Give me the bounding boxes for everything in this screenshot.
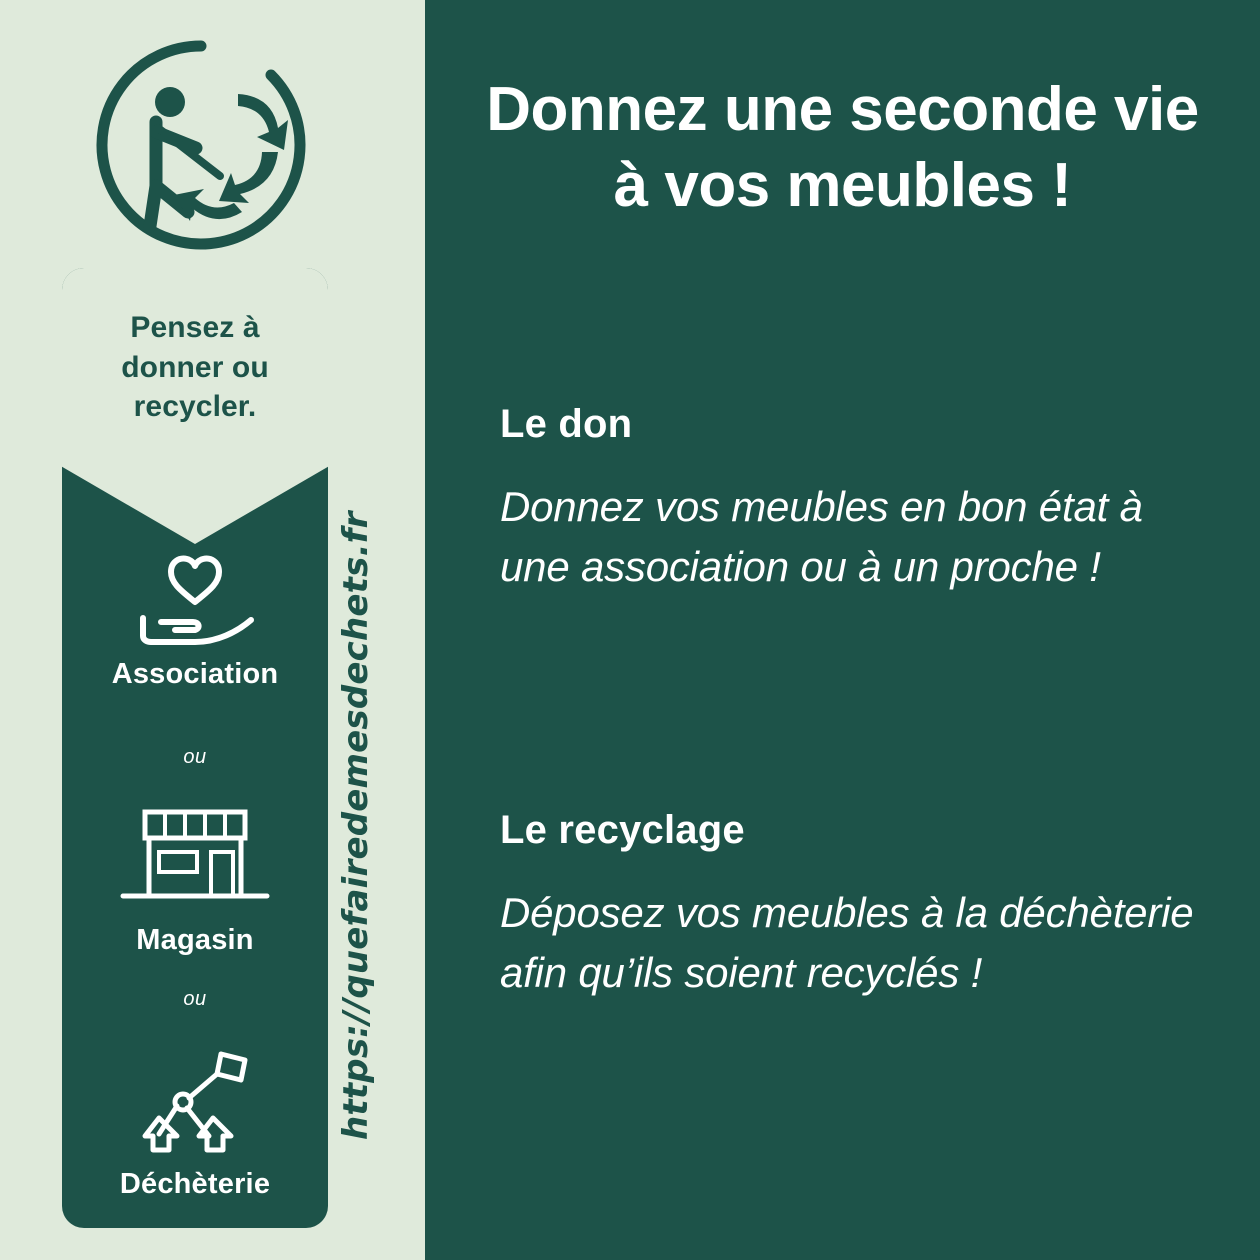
section-body-le-don: Donnez vos meubles en bon état à une association ou à un proche ! xyxy=(500,483,1143,590)
shop-icon xyxy=(107,796,283,916)
headline-line-1: Donnez une seconde vie xyxy=(486,75,1199,144)
advice-banner-text xyxy=(62,308,328,427)
step-magasin xyxy=(62,796,328,957)
section-le-recyclage xyxy=(500,808,1200,1002)
steps-card xyxy=(62,268,328,1228)
section-body-le-recyclage: Déposez vos meubles à la déchèterie afin qu’ils soient recyclés ! xyxy=(500,889,1194,996)
recycling-center-icon xyxy=(125,1040,265,1160)
step-label-association: Association xyxy=(111,658,279,690)
website-url[interactable]: https://quefairedemesdechets.fr xyxy=(336,511,376,1140)
headline-line-2: à vos meubles ! xyxy=(613,150,1072,220)
section-title-le-recyclage: Le recyclage xyxy=(500,808,745,852)
advice-line-2: donner ou xyxy=(121,350,269,384)
separator-or-2: ou xyxy=(183,988,207,1010)
recycling-person-logo xyxy=(92,36,310,254)
advice-line-1: Pensez à xyxy=(130,311,260,344)
step-dechterie xyxy=(62,1040,328,1201)
recycling-person-icon xyxy=(92,36,310,254)
page-title xyxy=(425,72,1260,223)
section-title-le-don: Le don xyxy=(500,402,633,446)
section-le-don xyxy=(500,402,1200,596)
step-label-magasin: Magasin xyxy=(136,924,254,956)
hand-heart-icon xyxy=(131,550,259,650)
step-association xyxy=(62,550,328,691)
step-label-dechterie: Déchèterie xyxy=(119,1168,271,1200)
separator-or-1: ou xyxy=(183,746,207,768)
advice-line-3: recycler. xyxy=(133,390,257,424)
